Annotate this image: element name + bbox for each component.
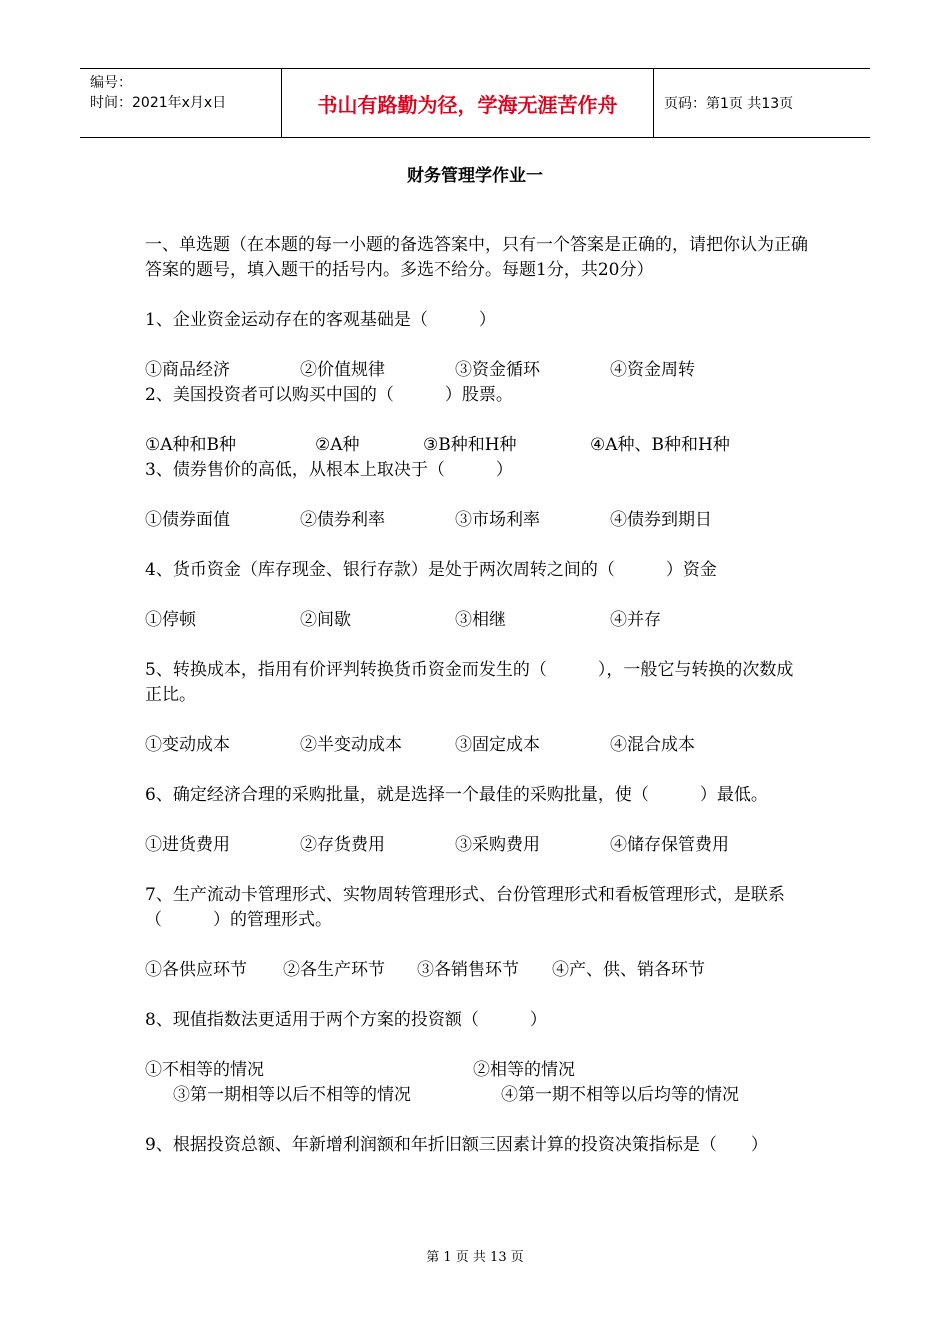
option: ④资金周转 — [610, 360, 695, 380]
option: ②价值规律 — [300, 360, 385, 380]
option-row — [145, 833, 810, 858]
question-stem: 1、企业资金运动存在的客观基础是（ ） — [145, 310, 496, 330]
option-row — [145, 1083, 810, 1108]
page-info: 页码：第1页 共13页 — [664, 96, 794, 112]
option: ②半变动成本 — [300, 735, 402, 755]
option: ③第一期相等以后不相等的情况 — [173, 1085, 411, 1105]
page-footer: 第 1 页 共 13 页 — [426, 1250, 524, 1265]
option-row — [145, 733, 810, 758]
option: ①A种和B种 — [145, 435, 237, 455]
option: ③固定成本 — [455, 735, 540, 755]
option: ①各供应环节 — [145, 960, 247, 980]
number-label: 编号： — [90, 75, 132, 91]
section-intro: 一、单选题（在本题的每一小题的备选答案中，只有一个答案是正确的，请把你认为正确答案的题号，填入题干的括号内。多选不给分。每题1分，共20分） — [145, 235, 808, 280]
header-meta — [80, 69, 282, 137]
option: ③采购费用 — [455, 835, 540, 855]
document-title: 财务管理学作业一 — [407, 166, 543, 186]
option-row — [145, 433, 810, 458]
option: ③资金循环 — [455, 360, 540, 380]
option: ④储存保管费用 — [610, 835, 729, 855]
option: ④债券到期日 — [610, 510, 712, 530]
option-row — [145, 958, 810, 983]
option: ③相继 — [455, 610, 506, 630]
option: ①进货费用 — [145, 835, 230, 855]
option: ③各销售环节 — [417, 960, 519, 980]
option-row — [145, 358, 810, 383]
question-stem: 7、生产流动卡管理形式、实物周转管理形式、台份管理形式和看板管理形式，是联系（ ）的管理形式。 — [145, 885, 785, 930]
option: ②债券利率 — [300, 510, 385, 530]
option: ④第一期不相等以后均等的情况 — [501, 1085, 739, 1105]
option: ②存货费用 — [300, 835, 385, 855]
option: ①商品经济 — [145, 360, 230, 380]
option: ①停顿 — [145, 610, 196, 630]
option: ②A种 — [315, 435, 360, 455]
option-row — [145, 1058, 810, 1083]
question-stem: 3、债券售价的高低，从根本上取决于（ ） — [145, 460, 513, 480]
header-table — [80, 68, 870, 138]
motto: 书山有路勤为径，学海无涯苦作舟 — [282, 69, 654, 137]
option: ①债券面值 — [145, 510, 230, 530]
option: ④混合成本 — [610, 735, 695, 755]
option: ④A种、B种和H种 — [590, 435, 730, 455]
option: ①变动成本 — [145, 735, 230, 755]
question-stem: 2、美国投资者可以购买中国的（ ）股票。 — [145, 385, 513, 405]
date-label: 时间：2021年x月x日 — [90, 95, 227, 111]
option: ③B种和H种 — [423, 435, 517, 455]
option: ④并存 — [610, 610, 661, 630]
option: ②各生产环节 — [283, 960, 385, 980]
question-stem: 4、货币资金（库存现金、银行存款）是处于两次周转之间的（ ）资金 — [145, 560, 717, 580]
option: ③市场利率 — [455, 510, 540, 530]
option: ②间歇 — [300, 610, 351, 630]
option-row — [145, 508, 810, 533]
option-row — [145, 608, 810, 633]
option: ①不相等的情况 — [145, 1060, 264, 1080]
document-body — [145, 233, 810, 1158]
option: ④产、供、销各环节 — [552, 960, 705, 980]
question-stem: 8、现值指数法更适用于两个方案的投资额（ ） — [145, 1010, 547, 1030]
option: ②相等的情况 — [473, 1060, 575, 1080]
question-stem: 9、根据投资总额、年新增利润额和年折旧额三因素计算的投资决策指标是（ ） — [145, 1135, 768, 1155]
question-stem: 6、确定经济合理的采购批量，就是选择一个最佳的采购批量，使（ ）最低。 — [145, 785, 768, 805]
question-stem: 5、转换成本，指用有价评判转换货币资金而发生的（ ），一般它与转换的次数成正比。 — [145, 660, 794, 705]
